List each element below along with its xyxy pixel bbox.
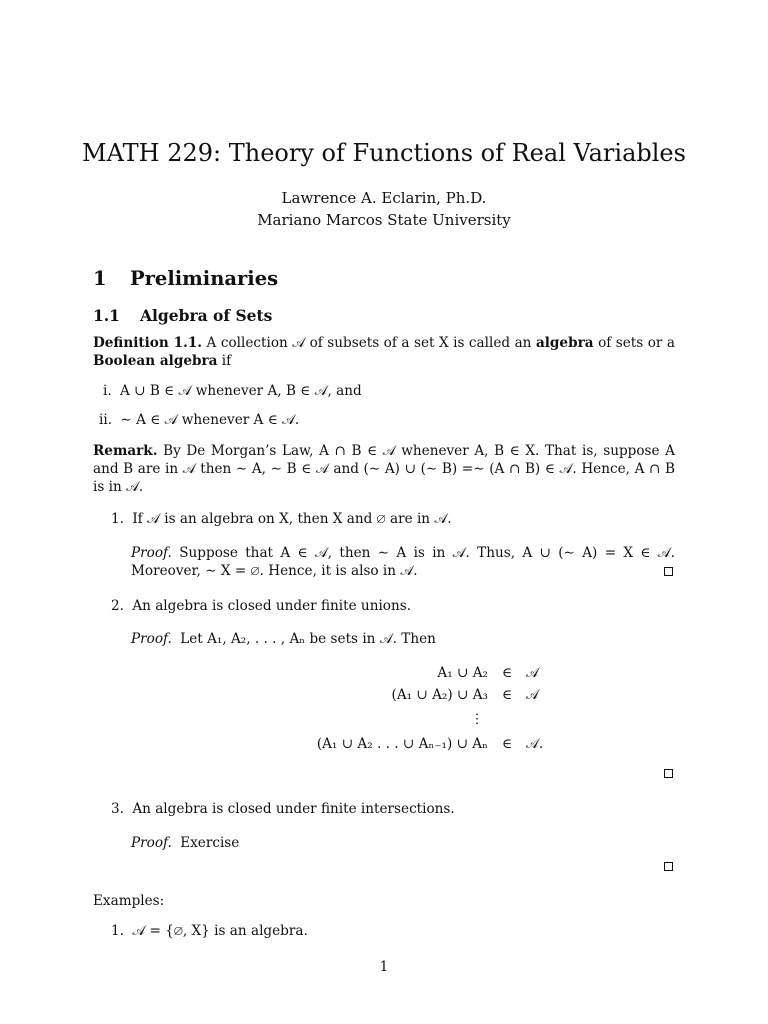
condition-text: ∼ A ∈ 𝒜 whenever A ∈ 𝒜.	[120, 412, 300, 428]
equation-rhs: 𝒜	[526, 665, 539, 681]
remark-text: By De Morgan’s Law, A ∩ B ∈ 𝒜 whenever A, B ∈ X. That is, suppose A and B are in 𝒜 then ∼ A, ∼ B ∈ 𝒜 and (∼ A) ∪ (∼ B) =∼ (A ∩ B) ∈ 𝒜. Hence, A ∩ B is in 𝒜.	[93, 443, 675, 495]
definition-paragraph	[93, 334, 675, 370]
property-item	[111, 800, 455, 818]
proof-text: Suppose that A ∈ 𝒜, then ∼ A is in 𝒜. Thus, A ∪ (∼ A) = X ∈ 𝒜. Moreover, ∼ X = ∅. Hence, it is also in 𝒜.	[131, 545, 675, 579]
equation-lhs: A₁ ∪ A₂	[437, 665, 488, 681]
property-statement: An algebra is closed under finite intersections.	[132, 801, 455, 817]
example-number: 1.	[111, 923, 124, 939]
section-number: 1	[93, 267, 107, 290]
equation-relation: ∈	[501, 665, 513, 681]
property-item	[111, 510, 452, 528]
qed-square-icon	[664, 862, 673, 871]
equation-lhs: (A₁ ∪ A₂ . . . ∪ Aₙ₋₁) ∪ Aₙ	[316, 736, 488, 752]
definition-label: Definition 1.1.	[93, 335, 203, 351]
proof-text: Exercise	[180, 835, 240, 851]
subsection-number: 1.1	[93, 306, 120, 325]
qed-square-icon	[664, 769, 673, 778]
condition-text: A ∪ B ∈ 𝒜 whenever A, B ∈ 𝒜, and	[120, 383, 362, 399]
qed-square-icon	[664, 567, 673, 576]
proof-paragraph	[131, 544, 675, 580]
definition-text-1: A collection 𝒜 of subsets of a set X is called an	[206, 335, 532, 351]
equation-relation: ∈	[501, 687, 513, 703]
section-title: Preliminaries	[130, 267, 279, 290]
remark-paragraph	[93, 442, 675, 496]
condition-marker: i.	[103, 383, 112, 399]
property-number: 1.	[111, 511, 124, 527]
vertical-ellipsis: ⋮	[470, 711, 484, 727]
definition-term-algebra: algebra	[535, 335, 594, 351]
definition-text-2: of sets or a	[598, 335, 675, 351]
author-affiliation: Mariano Marcos State University	[257, 211, 511, 229]
subsection-title: Algebra of Sets	[140, 306, 273, 325]
example-item	[111, 922, 308, 940]
condition-item	[99, 411, 299, 429]
equation-relation: ∈	[501, 736, 513, 752]
property-number: 3.	[111, 801, 124, 817]
proof-text: Let A₁, A₂, . . . , Aₙ be sets in 𝒜. Then	[180, 631, 436, 647]
equation-lhs: (A₁ ∪ A₂) ∪ A₃	[391, 687, 488, 703]
page-number: 1	[379, 959, 389, 975]
proof-label: Proof.	[131, 835, 172, 851]
author-name: Lawrence A. Eclarin, Ph.D.	[281, 189, 487, 207]
proof-label: Proof.	[131, 545, 172, 561]
property-statement: An algebra is closed under finite unions.	[132, 598, 412, 614]
definition-text-3: if	[221, 353, 232, 369]
definition-term-boolean-algebra: Boolean algebra	[93, 353, 218, 369]
remark-label: Remark.	[93, 443, 158, 459]
condition-marker: ii.	[99, 412, 113, 428]
proof-paragraph	[131, 630, 436, 648]
example-text: 𝒜 = {∅, X} is an algebra.	[132, 923, 308, 939]
property-statement: If 𝒜 is an algebra on X, then X and ∅ are in 𝒜.	[132, 511, 452, 527]
proof-label: Proof.	[131, 631, 172, 647]
document-title: MATH 229: Theory of Functions of Real Variables	[82, 139, 686, 167]
examples-heading: Examples:	[93, 893, 165, 909]
subsection-heading	[93, 306, 272, 326]
equation-rhs: 𝒜.	[526, 736, 544, 752]
property-number: 2.	[111, 598, 124, 614]
property-item	[111, 597, 411, 615]
proof-paragraph	[131, 834, 239, 852]
condition-item	[103, 382, 362, 400]
equation-rhs: 𝒜	[526, 687, 539, 703]
section-heading	[93, 266, 278, 292]
